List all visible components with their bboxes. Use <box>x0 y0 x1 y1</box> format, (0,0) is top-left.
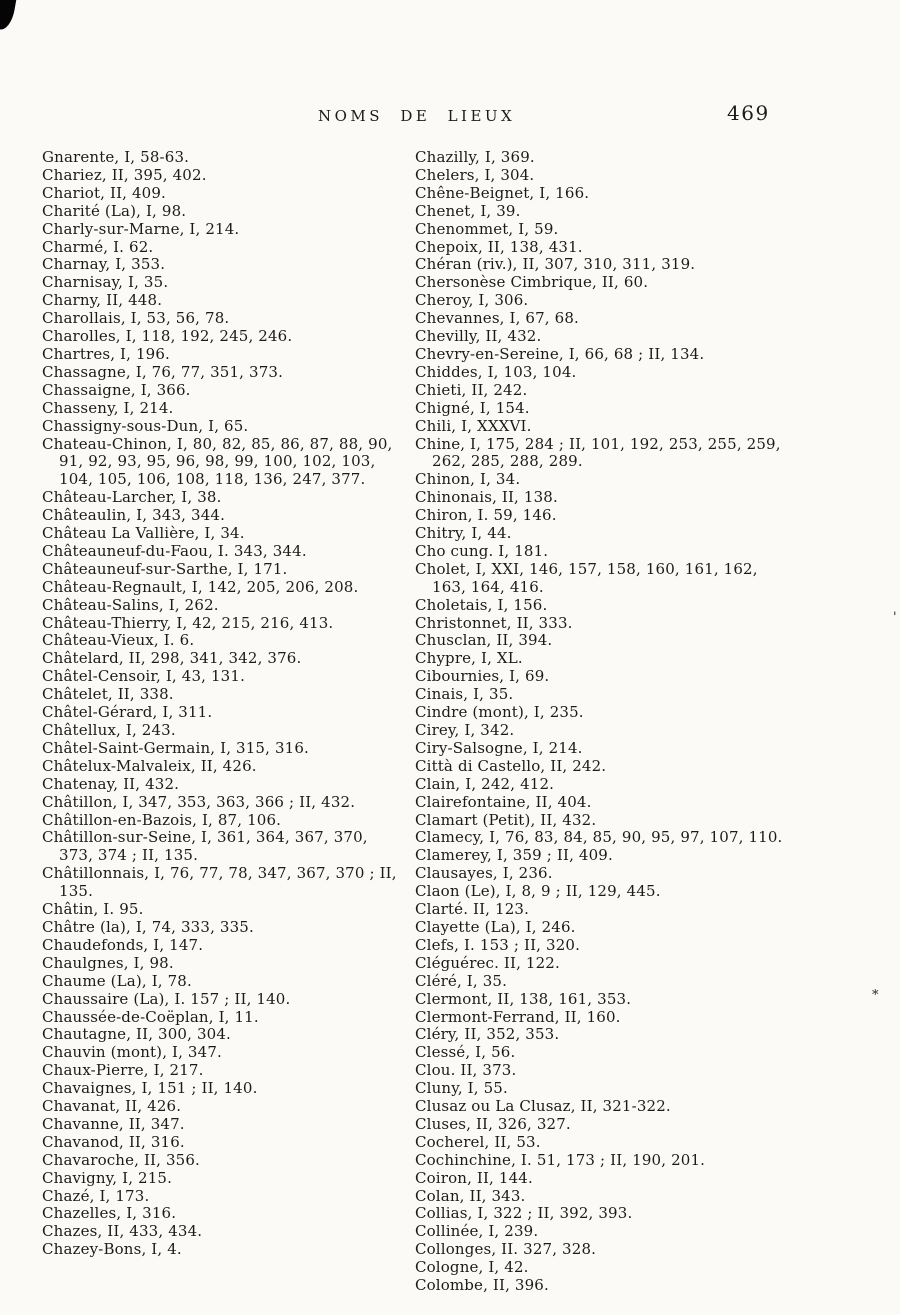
index-entry: Clessé, I, 56. <box>415 1043 516 1062</box>
index-entry: Charollais, I, 53, 56, 78. <box>42 309 230 328</box>
index-entry: Cléry, II, 352, 353. <box>415 1025 560 1044</box>
index-entry: Châtillon-en-Bazois, I, 87, 106. <box>42 810 282 829</box>
index-entry: Cluny, I, 55. <box>415 1079 508 1098</box>
index-entry: Chazelles, I, 316. <box>42 1204 177 1223</box>
index-entry: Château-Larcher, I, 38. <box>42 488 222 507</box>
index-entry: Châtin, I. 95. <box>42 900 144 919</box>
index-entry: Chazé, I, 173. <box>42 1186 150 1205</box>
index-entry: Collinée, I, 239. <box>415 1222 539 1241</box>
index-entry: Chavanod, II, 316. <box>42 1132 185 1151</box>
index-entry: Clausayes, I, 236. <box>415 864 553 883</box>
index-entry: Château-Vieux, I. 6. <box>42 631 195 650</box>
index-columns <box>42 149 790 1295</box>
index-entry: Chavanat, II, 426. <box>42 1097 182 1116</box>
index-entry: Cibournies, I, 69. <box>415 667 550 686</box>
index-entry: Chautagne, II, 300, 304. <box>42 1025 231 1044</box>
index-entry: Chazilly, I, 369. <box>415 148 535 166</box>
index-entry: Chazey-Bons, I, 4. <box>42 1240 182 1259</box>
index-entry: Città di Castello, II, 242. <box>415 756 607 775</box>
index-entry: Chaudefonds, I, 147. <box>42 935 204 954</box>
index-entry: Charolles, I, 118, 192, 245, 246. <box>42 327 293 346</box>
index-entry: Château-Regnault, I, 142, 205, 206, 208. <box>42 577 359 596</box>
index-entry: Chusclan, II, 394. <box>415 631 553 650</box>
scan-artifact-edge-1: ' <box>893 610 897 625</box>
index-entry: Chassaigne, I, 366. <box>42 380 191 399</box>
index-entry: Clarté. II, 123. <box>415 900 530 919</box>
index-entry: Cholet, I, XXI, 146, 157, 158, 160, 161, 162, 163, 164, 416. <box>415 559 758 596</box>
index-entry: Clayette (La), I, 246. <box>415 917 576 936</box>
index-entry: Christonnet, II, 333. <box>415 613 573 632</box>
index-entry: Chariez, II, 395, 402. <box>42 165 207 184</box>
index-entry: Chavaroche, II, 356. <box>42 1150 200 1169</box>
index-entry: Chavaignes, I, 151 ; II, 140. <box>42 1079 258 1098</box>
index-entry: Chili, I, XXXVI. <box>415 416 532 435</box>
index-entry: Cho cung. I, 181. <box>415 541 549 560</box>
index-entry: Charité (La), I, 98. <box>42 201 187 220</box>
index-entry: Collias, I, 322 ; II, 392, 393. <box>415 1204 633 1223</box>
index-entry: Chinonais, II, 138. <box>415 488 558 507</box>
index-entry: Chersonèse Cimbrique, II, 60. <box>415 273 649 292</box>
index-entry: Chazes, II, 433, 434. <box>42 1222 203 1241</box>
index-entry: Châtel-Censoir, I, 43, 131. <box>42 667 245 686</box>
index-entry: Clermont-Ferrand, II, 160. <box>415 1007 621 1026</box>
index-entry: Château-Thierry, I, 42, 215, 216, 413. <box>42 613 334 632</box>
page-header <box>0 100 900 130</box>
index-entry: Châtillon, I, 347, 353, 363, 366 ; II, 432. <box>42 792 356 811</box>
index-entry: Chavanne, II, 347. <box>42 1114 185 1133</box>
index-entry: Chaulgnes, I, 98. <box>42 953 174 972</box>
index-entry: Chiddes, I, 103, 104. <box>415 362 577 381</box>
index-entry: Châtelet, II, 338. <box>42 685 174 704</box>
index-entry: Chepoix, II, 138, 431. <box>415 237 583 256</box>
index-entry: Clefs, I. 153 ; II, 320. <box>415 935 581 954</box>
index-entry: Colombe, II, 396. <box>415 1276 549 1295</box>
index-entry: Collonges, II. 327, 328. <box>415 1240 597 1259</box>
index-entry: Château La Vallière, I, 34. <box>42 524 245 543</box>
index-entry: Châteaulin, I, 343, 344. <box>42 506 226 525</box>
index-entry: Cochinchine, I. 51, 173 ; II, 190, 201. <box>415 1150 706 1169</box>
index-entry: Clairefontaine, II, 404. <box>415 792 592 811</box>
index-entry: Chitry, I, 44. <box>415 524 512 543</box>
index-entry: Chaussée-de-Coëplan, I, 11. <box>42 1007 259 1026</box>
index-entry: Clamecy, I, 76, 83, 84, 85, 90, 95, 97, 107, 110. <box>415 828 783 847</box>
index-entry: Clamart (Petit), II, 432. <box>415 810 597 829</box>
index-entry: Cindre (mont), I, 235. <box>415 703 584 722</box>
index-entry: Cinais, I, 35. <box>415 685 514 704</box>
index-entry: Chassigny-sous-Dun, I, 65. <box>42 416 249 435</box>
index-entry: Chiron, I. 59, 146. <box>415 506 557 525</box>
scan-artifact-edge-2: * <box>872 988 879 1003</box>
index-entry: Chelers, I, 304. <box>415 165 535 184</box>
index-entry: Château-Salins, I, 262. <box>42 595 219 614</box>
index-entry: Clamerey, I, 359 ; II, 409. <box>415 846 613 865</box>
index-entry: Chine, I, 175, 284 ; II, 101, 192, 253, 255, 259, 262, 285, 288, 289. <box>415 434 781 471</box>
index-entry: Chauvin (mont), I, 347. <box>42 1043 222 1062</box>
running-title: NOMS DE LIEUX <box>318 107 516 125</box>
index-entry: Chavigny, I, 215. <box>42 1168 173 1187</box>
index-entry: Chariot, II, 409. <box>42 183 166 202</box>
index-entry: Châtillonnais, I, 76, 77, 78, 347, 367, 370 ; II, 135. <box>42 864 397 901</box>
index-entry: Châtre (la), I, 74, 333, 335. <box>42 917 254 936</box>
index-entry: Châtellux, I, 243. <box>42 721 176 739</box>
index-entry: Cléré, I, 35. <box>415 971 508 990</box>
index-entry: Gnarente, I, 58-63. <box>42 148 190 166</box>
index-entry: Chenommet, I, 59. <box>415 219 559 238</box>
index-entry: Châtel-Gérard, I, 311. <box>42 703 213 722</box>
page-number: 469 <box>727 101 770 125</box>
index-entry: Clusaz ou La Clusaz, II, 321-322. <box>415 1097 671 1116</box>
index-entry: Claon (Le), I, 8, 9 ; II, 129, 445. <box>415 882 661 901</box>
index-entry: Chassagne, I, 76, 77, 351, 373. <box>42 362 284 381</box>
index-entry: Chasseny, I, 214. <box>42 398 174 417</box>
index-entry: Chartres, I, 196. <box>42 344 170 363</box>
index-entry: Chypre, I, XL. <box>415 649 523 668</box>
index-entry: Clou. II, 373. <box>415 1061 517 1080</box>
index-entry: Cheroy, I, 306. <box>415 291 529 310</box>
index-entry: Charnay, I, 353. <box>42 255 166 274</box>
index-entry: Chenet, I, 39. <box>415 201 521 220</box>
scan-artifact-corner <box>0 0 17 31</box>
index-entry: Châteauneuf-sur-Sarthe, I, 171. <box>42 559 288 578</box>
index-entry: Chaume (La), I, 78. <box>42 971 192 990</box>
index-entry: Chêne-Beignet, I, 166. <box>415 183 590 202</box>
index-entry: Chéran (riv.), II, 307, 310, 311, 319. <box>415 255 696 274</box>
index-column-right <box>415 149 790 1295</box>
index-entry: Chevry-en-Sereine, I, 66, 68 ; II, 134. <box>415 344 705 363</box>
index-entry: Chevannes, I, 67, 68. <box>415 309 579 328</box>
index-entry: Chevilly, II, 432. <box>415 327 542 346</box>
index-entry: Chieti, II, 242. <box>415 380 528 399</box>
index-entry: Châtel-Saint-Germain, I, 315, 316. <box>42 738 309 757</box>
index-entry: Cluses, II, 326, 327. <box>415 1114 571 1133</box>
index-entry: Chigné, I, 154. <box>415 398 530 417</box>
index-entry: Cocherel, II, 53. <box>415 1132 541 1151</box>
index-entry: Clermont, II, 138, 161, 353. <box>415 989 632 1008</box>
index-entry: Châtelard, II, 298, 341, 342, 376. <box>42 649 302 668</box>
index-entry: Châteauneuf-du-Faou, I. 343, 344. <box>42 541 307 560</box>
index-entry: Charny, II, 448. <box>42 291 163 310</box>
index-entry: Clain, I, 242, 412. <box>415 774 555 793</box>
index-entry: Colan, II, 343. <box>415 1186 526 1205</box>
index-entry: Cirey, I, 342. <box>415 721 515 739</box>
index-entry: Chinon, I, 34. <box>415 470 521 489</box>
index-entry: Ciry-Salsogne, I, 214. <box>415 738 583 757</box>
index-column-left <box>42 149 400 1295</box>
index-entry: Chatenay, II, 432. <box>42 774 180 793</box>
index-entry: Charnisay, I, 35. <box>42 273 169 292</box>
index-entry: Charly-sur-Marne, I, 214. <box>42 219 240 238</box>
index-entry: Coiron, II, 144. <box>415 1168 533 1187</box>
index-entry: Charmé, I. 62. <box>42 237 154 256</box>
index-entry: Cléguérec. II, 122. <box>415 953 560 972</box>
index-entry: Chateau-Chinon, I, 80, 82, 85, 86, 87, 88, 90, 91, 92, 93, 95, 96, 98, 99, 100, 102, 103, 104, 105, 106, 108, 118, 136, 247, 377. <box>42 434 393 489</box>
index-entry: Chaussaire (La), I. 157 ; II, 140. <box>42 989 291 1008</box>
index-entry: Chaux-Pierre, I, 217. <box>42 1061 204 1080</box>
index-entry: Choletais, I, 156. <box>415 595 548 614</box>
index-entry: Cologne, I, 42. <box>415 1258 529 1277</box>
index-entry: Châtelux-Malvaleix, II, 426. <box>42 756 257 775</box>
index-entry: Châtillon-sur-Seine, I, 361, 364, 367, 370, 373, 374 ; II, 135. <box>42 828 368 865</box>
